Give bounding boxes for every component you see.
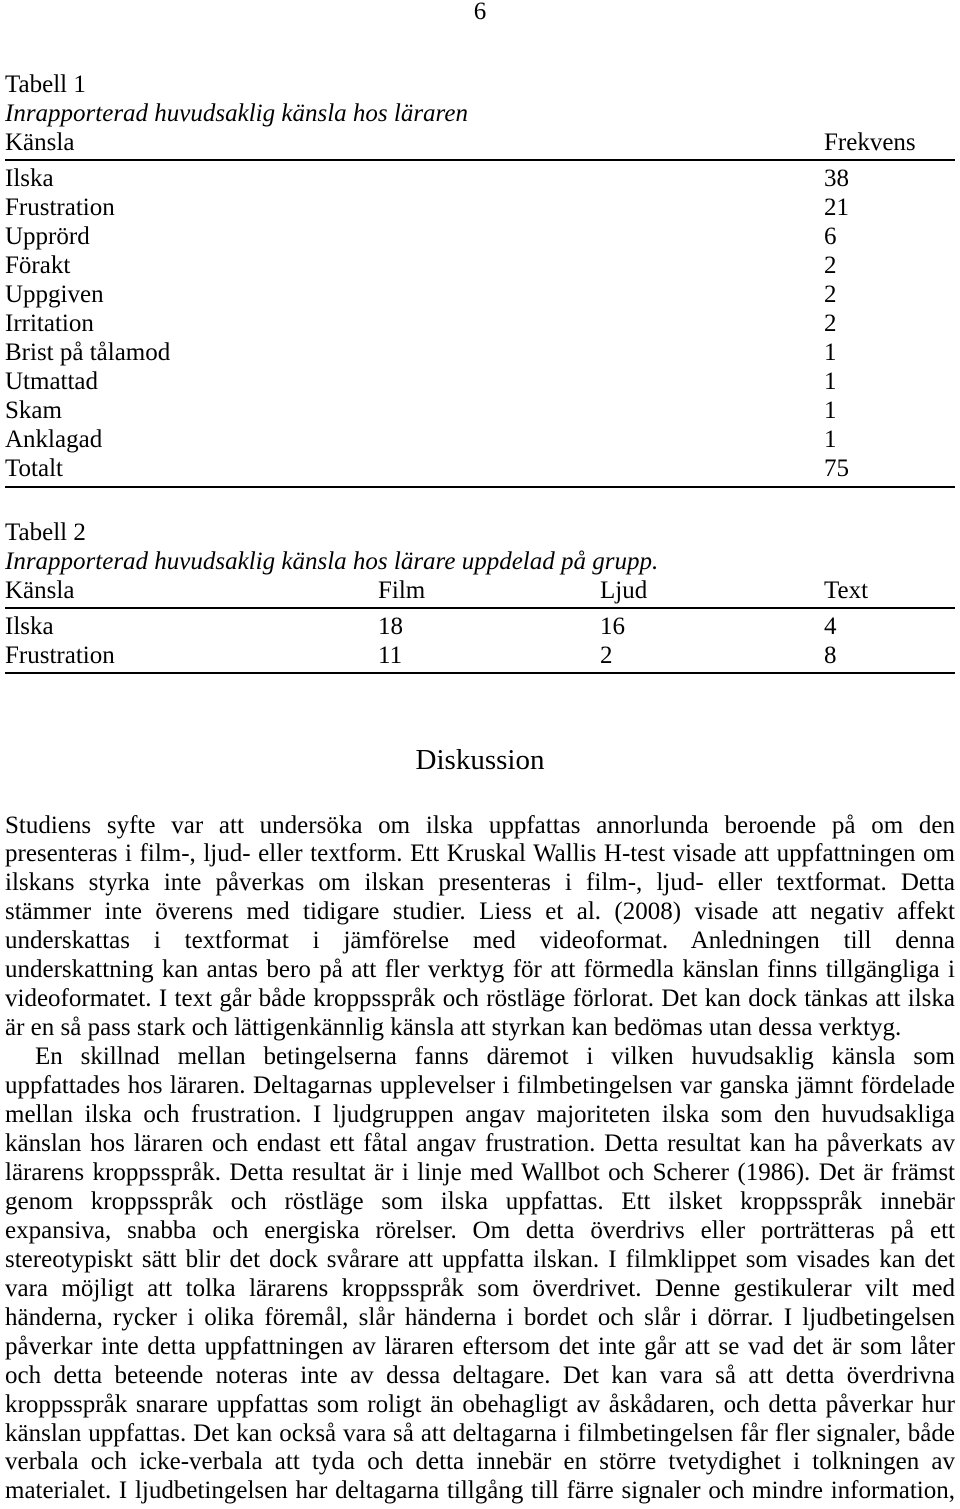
text-line: expansiva, snabba och energiska rörelser. Om detta överdrivs eller porträtteras på ett (5, 1216, 955, 1244)
text-line: händerna, rycker i olika föremål, slår händerna i bordet och slår i dörrar. I ljudbetingelsen (5, 1303, 955, 1331)
column-header-emotion: Känsla (5, 576, 75, 604)
text-line: stämmer inte överens med tidigare studier. Liess et al. (2008) visade att negativ affekt (5, 898, 955, 926)
text-line: genom kroppsspråk och röstläge som ilska uppfattas. Ett ilsket kroppsspråk innebär (5, 1187, 955, 1215)
table-row (0, 280, 960, 309)
column-header-frequency: Frekvens (824, 128, 916, 156)
frequency-cell: 1 (824, 338, 837, 366)
frequency-cell: 2 (824, 251, 837, 279)
text-line: stereotypiskt sätt blir det dock svårare att uppfatta ilskan. I filmklippet som visades kan det (5, 1245, 955, 1273)
frequency-cell: 1 (824, 367, 837, 395)
frequency-cell: 1 (824, 396, 837, 424)
text-line: vara möjligt att tolka lärarens kroppsspråk som överdrivet. Denne gestikulerar vilt med (5, 1274, 955, 1302)
text-line: materialet. I ljudbetingelsen har deltagarna tillgång till färre signaler och mindre information, (5, 1477, 955, 1505)
table-row (0, 396, 960, 425)
table-2-header-row (0, 576, 960, 605)
emotion-cell: Ilska (5, 612, 54, 640)
text-cell: 4 (824, 612, 837, 640)
table-1-bottom-rule (5, 486, 955, 488)
table-row (0, 164, 960, 193)
table-row (0, 425, 960, 454)
text-line: verbala och icke-verbala att tyda och detta innebär en större tvetydighet i tolkningen av (5, 1448, 955, 1476)
column-header-text: Text (824, 576, 869, 604)
section-heading: Diskussion (415, 744, 545, 776)
text-cell: 8 (824, 641, 837, 669)
audio-cell: 2 (600, 641, 613, 669)
text-line: underskattas i textformat i jämförelse med videoformat. Anledningen till denna (5, 927, 955, 955)
text-line: uppfattades hos läraren. Deltagarnas upplevelser i filmbetingelsen var ganska jämnt fördelade (5, 1072, 955, 1100)
total-label-cell: Totalt (5, 454, 63, 482)
emotion-cell: Frustration (5, 193, 115, 221)
frequency-cell: 2 (824, 309, 837, 337)
text-line: videoformatet. I text går både kroppsspråk och röstläge förlorat. Det kan dock tänkas att ilska (5, 985, 955, 1013)
emotion-cell: Uppgiven (5, 280, 104, 308)
emotion-cell: Frustration (5, 641, 115, 669)
text-line: mellan ilska och frustration. I ljudgruppen angav majoriteten ilska som den huvudsakliga (5, 1101, 955, 1129)
emotion-cell: Irritation (5, 309, 94, 337)
table-2-header-rule (5, 607, 955, 609)
film-cell: 18 (378, 612, 403, 640)
emotion-cell: Ilska (5, 164, 54, 192)
text-line: och detta beteende noteras inte av dessa deltagare. Det kan vara så att detta överdrivna (5, 1361, 955, 1389)
text-line: påverkar inte detta uppfattningen av läraren eftersom det inte går att se vad det är som låter (5, 1332, 955, 1360)
table-row (0, 338, 960, 367)
table-row (0, 193, 960, 222)
frequency-cell: 2 (824, 280, 837, 308)
table-row (0, 251, 960, 280)
table-2-bottom-rule (5, 672, 955, 674)
table-row (0, 309, 960, 338)
text-line: känslan uppfattas. Det kan också vara så att deltagarna i filmbetingelsen får fler signaler, både (5, 1419, 955, 1447)
total-value-cell: 75 (824, 454, 849, 482)
text-line: presenteras i film-, ljud- eller textform. Ett Kruskal Wallis H-test visade att uppfattningen om (5, 840, 955, 868)
frequency-cell: 21 (824, 193, 849, 221)
text-line: är en så pass stark och lättigenkännlig känsla att styrkan kan bedömas utan dessa verktyg. (5, 1014, 902, 1042)
text-line: lärarens kroppsspråk. Detta resultat är i linje med Wallbot och Scherer (1986). Det är främst (5, 1158, 955, 1186)
column-header-emotion: Känsla (5, 128, 75, 156)
paragraph (5, 812, 955, 1044)
table-total-row (0, 454, 960, 483)
audio-cell: 16 (600, 612, 625, 640)
text-line: kroppsspråk snarare uppfattas som roligt än obehagligt av åskådaren, och detta påverkar hur (5, 1390, 955, 1418)
table-row (0, 641, 960, 670)
discussion-body (5, 812, 955, 1507)
table-row (0, 222, 960, 251)
emotion-cell: Skam (5, 396, 62, 424)
table-1-caption: Inrapporterad huvudsaklig känsla hos läraren (5, 99, 468, 127)
table-2-label: Tabell 2 (5, 518, 86, 546)
text-line: känslan hos läraren och endast ett fåtal angav frustration. Detta resultat kan ha påverkats av (5, 1129, 955, 1157)
text-line: En skillnad mellan betingelserna fanns däremot i vilken huvudsaklig känsla som (35, 1043, 955, 1071)
table-1-label: Tabell 1 (5, 70, 86, 98)
frequency-cell: 6 (824, 222, 837, 250)
paragraph (5, 1043, 955, 1506)
film-cell: 11 (378, 641, 403, 669)
table-row (0, 612, 960, 641)
frequency-cell: 1 (824, 425, 837, 453)
page-number: 6 (473, 0, 487, 25)
text-line: underskattning kan antas bero på att fler verktyg för att förmedla känslan finns tillgängliga i (5, 956, 955, 984)
column-header-film: Film (378, 576, 426, 604)
table-2-caption: Inrapporterad huvudsaklig känsla hos lärare uppdelad på grupp. (5, 547, 659, 575)
table-1-header-row (0, 128, 960, 157)
emotion-cell: Förakt (5, 251, 71, 279)
column-header-audio: Ljud (600, 576, 648, 604)
table-row (0, 367, 960, 396)
table-1-header-rule (5, 159, 955, 161)
text-line: ilskans styrka inte påverkas om ilskan presenteras i film-, ljud- eller textformat. Detta (5, 869, 955, 897)
text-line: Studiens syfte var att undersöka om ilska uppfattas annorlunda beroende på om den (5, 811, 955, 839)
emotion-cell: Brist på tålamod (5, 338, 171, 366)
emotion-cell: Upprörd (5, 222, 90, 250)
frequency-cell: 38 (824, 164, 849, 192)
emotion-cell: Anklagad (5, 425, 103, 453)
emotion-cell: Utmattad (5, 367, 99, 395)
